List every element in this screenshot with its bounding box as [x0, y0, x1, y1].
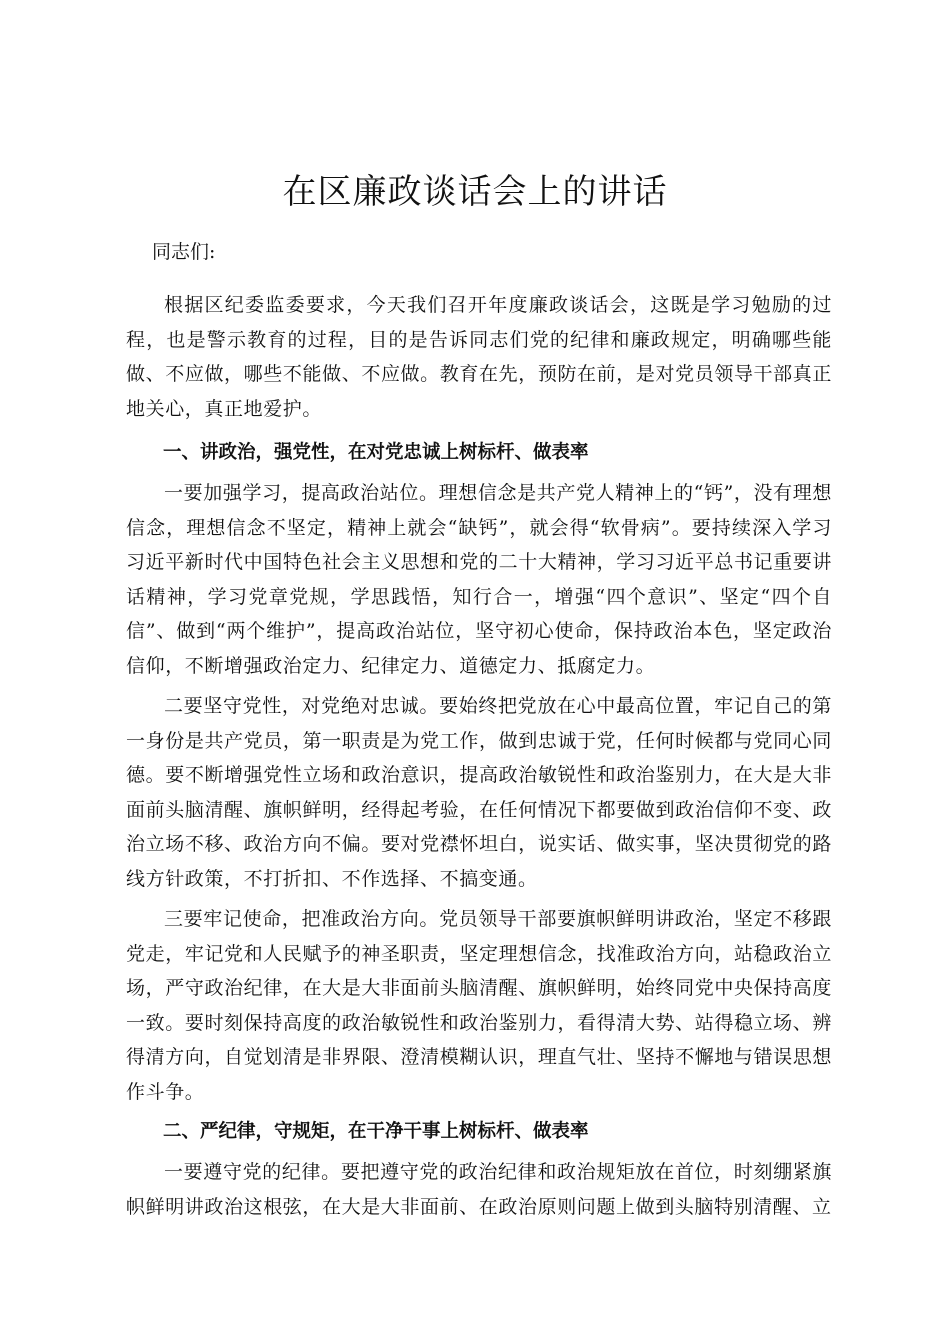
section-1-paragraph-3: 三要牢记使命，把准政治方向。党员领导干部要旗帜鲜明讲政治，坚定不移跟党走，牢记党和人民赋予的神圣职责，坚定理想信念，找准政治方向，站稳政治立场，严守政治纪律，在大是大非面前头脑清醒、旗帜鲜明，始终同党中央保持高度一致。要时刻保持高度的政治敏锐性和政治鉴别力，看得清大势、站得稳立场、辨得清方向，自觉划清是非界限、澄清模糊认识，理直气壮、坚持不懈地与错误思想作斗争。: [126, 908, 832, 1103]
section-2-heading: 二、严纪律，守规矩，在干净干事上树标杆、做表率: [163, 1121, 589, 1142]
intro-paragraph: 根据区纪委监委要求，今天我们召开年度廉政谈话会，这既是学习勉励的过程，也是警示教育的过程，目的是告诉同志们党的纪律和廉政规定，明确哪些能做、不应做，哪些不能做、不应做。教育在先，预防在前，是对党员领导干部真正地关心，真正地爱护。: [126, 294, 832, 420]
section-1-heading: 一、讲政治，强党性，在对党忠诚上树标杆、做表率: [163, 442, 589, 463]
document-title: 在区廉政谈话会上的讲话: [282, 172, 668, 212]
salutation: 同志们:: [152, 241, 216, 263]
section-2-paragraph-1: 一要遵守党的纪律。要把遵守党的政治纪律和政治规矩放在首位，时刻绷紧旗帜鲜明讲政治这根弦，在大是大非面前、在政治原则问题上做到头脑特别清醒、立: [126, 1161, 832, 1218]
section-1-paragraph-1: 一要加强学习，提高政治站位。理想信念是共产党人精神上的“钙”，没有理想信念，理想信念不坚定，精神上就会“缺钙”，就会得“软骨病”。要持续深入学习习近平新时代中国特色社会主义思想和党的二十大精神，学习习近平总书记重要讲话精神，学习党章党规，学思践悟，知行合一，增强“四个意识”、坚定“四个自信”、做到“两个维护”，提高政治站位，坚守初心使命，保持政治本色，坚定政治信仰，不断增强政治定力、纪律定力、道德定力、抵腐定力。: [126, 482, 832, 677]
section-1-paragraph-2: 二要坚守党性，对党绝对忠诚。要始终把党放在心中最高位置，牢记自己的第一身份是共产党员，第一职责是为党工作，做到忠诚于党，任何时候都与党同心同德。要不断增强党性立场和政治意识，提高政治敏锐性和政治鉴别力，在大是大非面前头脑清醒、旗帜鲜明，经得起考验，在任何情况下都要做到政治信仰不变、政治立场不移、政治方向不偏。要对党襟怀坦白，说实话、做实事，坚决贯彻党的路线方针政策，不打折扣、不作选择、不搞变通。: [126, 695, 832, 890]
document-body: [126, 288, 832, 1224]
